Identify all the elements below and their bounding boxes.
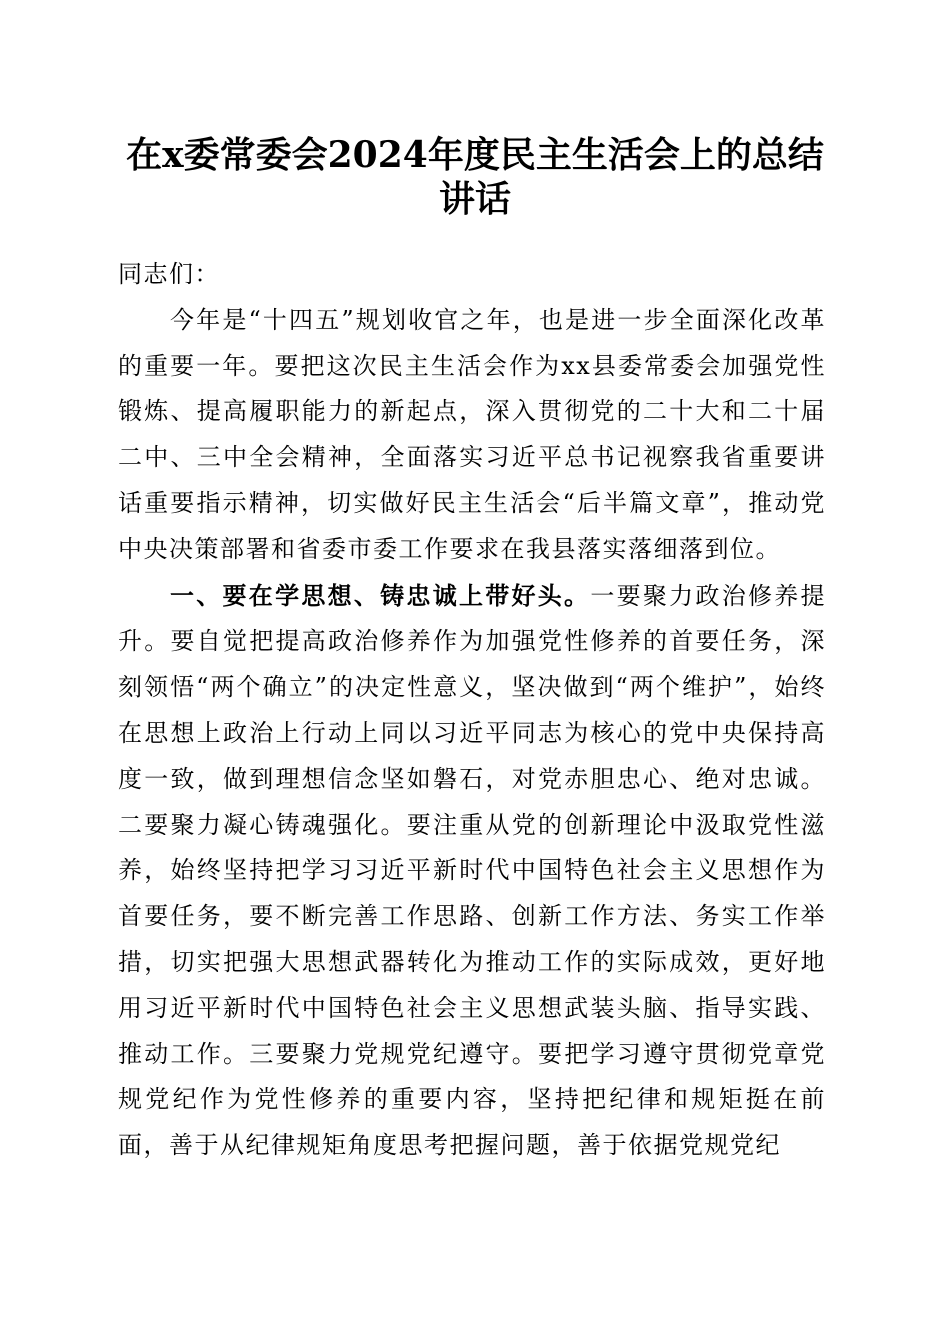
paragraph-intro: 今年是“十四五”规划收官之年，也是进一步全面深化改革的重要一年。要把这次民主生活会作为xx县委常委会加强党性锻炼、提高履职能力的新起点，深入贯彻党的二十大和二十届二中、三中全会精神，全面落实习近平总书记视察我省重要讲话重要指示精神，切实做好民主生活会“后半篇文章”，推动党中央决策部署和省委市委工作要求在我县落实落细落到位。: [118, 305, 826, 563]
title-line-2: 讲话: [438, 178, 511, 220]
section-1-body: 一要聚力政治修养提升。要自觉把提高政治修养作为加强党性修养的首要任务，深刻领悟“两个确立”的决定性意义，坚决做到“两个维护”，始终在思想上政治上行动上同以习近平同志为核心的党中央保持高度一致，做到理想信念坚如磐石，对党赤胆忠心、绝对忠诚。二要聚力凝心铸魂强化。要注重从党的创新理论中汲取党性滋养，始终坚持把学习习近平新时代中国特色社会主义思想作为首要任务，要不断完善工作思路、创新工作方法、务实工作举措，切实把强大思想武器转化为推动工作的实际成效，更好地用习近平新时代中国特色社会主义思想武装头脑、指导实践、推动工作。三要聚力党规党纪遵守。要把学习遵守贯彻党章党规党纪作为党性修养的重要内容，坚持把纪律和规矩挺在前面，善于从纪律规矩角度思考把握问题，善于依据党规党纪: [118, 581, 827, 1160]
section-1-heading: 一、要在学思想、铸忠诚上带好头。: [170, 580, 591, 610]
document-body: [118, 252, 826, 1169]
paragraph-section-1: [118, 573, 826, 1169]
document-title: [118, 133, 832, 221]
salutation: 同志们：: [118, 260, 220, 288]
title-line-1: 在x委常委会2024年度民主生活会上的总结: [126, 134, 824, 176]
